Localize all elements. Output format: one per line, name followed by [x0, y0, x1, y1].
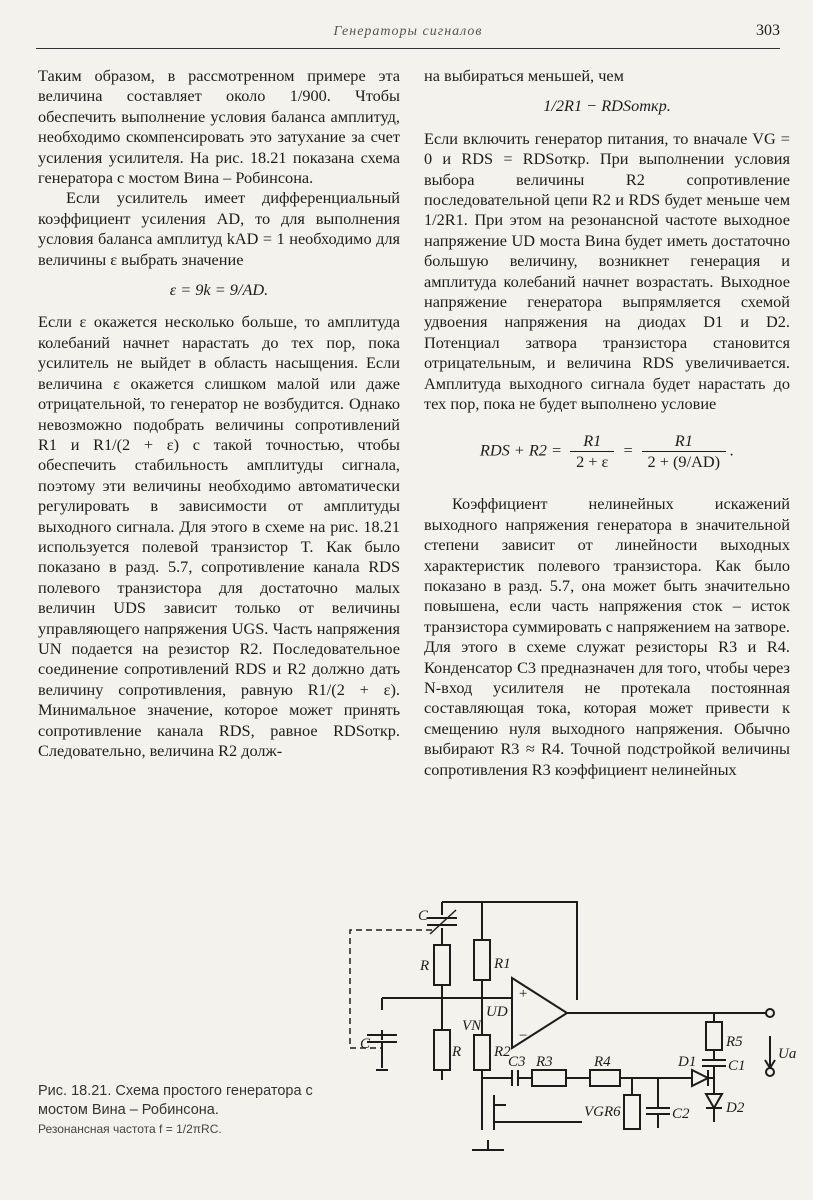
figure-caption [38, 1082, 318, 1139]
paragraph: Коэффициент нелинейных искажений выходного напряжения генератора в значительной степени зависит от линейности выходных характеристик полевого транзистора. Как было показано в разд. 5.7, она может быть значительно повышена, если часть напряжения сток – исток транзистора суммировать с напряжением на затворе. Для этого в схеме служат резисторы R3 и R4. Конденсатор C3 предназначен для того, чтобы через N-вход усилителя не протекала постоянная составляющая тока, которая может привести к смещению нуля выходного напряжения. Обычно выбирают R3 ≈ R4. Точной подстройкой величины сопротивления R3 коэффициент нелинейных [424, 494, 790, 779]
right-column [424, 66, 790, 780]
label-r-bottom: R [452, 1044, 462, 1060]
fet-transistor [482, 1095, 582, 1130]
label-minus: − [518, 1028, 529, 1044]
wire [442, 902, 577, 1000]
label-r3: R3 [536, 1054, 553, 1070]
resistor-r-bottom [434, 1030, 450, 1070]
capacitor-c1 [702, 1050, 726, 1078]
paragraph: Если усилитель имеет дифференциальный коэффициент усиления AD, то для выполнения условия баланса амплитуд kAD = 1 необходимо для величины ε выбрать значение [38, 188, 400, 269]
running-head [36, 18, 780, 49]
fraction-denominator: 2 + (9/AD) [647, 451, 721, 471]
diode-d1 [682, 1070, 714, 1086]
label-d1: D1 [678, 1054, 697, 1070]
caption-subtext: Резонансная частота f = 1/2πRC. [38, 1122, 222, 1136]
ground-terminal [766, 1068, 774, 1076]
fraction-denominator: 2 + ε [576, 451, 609, 471]
resistor-r2 [474, 1035, 490, 1070]
label-vn: VN [462, 1018, 482, 1034]
label-r5: R5 [726, 1034, 743, 1050]
capacitor-c3 [482, 1070, 532, 1086]
paragraph: Если включить генератор питания, то вначале VG = 0 и RDS = RDSоткр. При выполнении условия выбора величины R2 сопротивление последовательной цепи R2 и RDS будет меньше чем 1/2R1. При этом на резонансной частоте выходное напряжение UD моста Вина будет иметь достаточно большую величину, возникнет генерация и амплитуда колебаний начнет возрастать. Выходное напряжение генератора выпрямляется схемой удвоения напряжения на диодах D1 и D2. Потенциал затвора транзистора становится отрицательным, и величина RDS увеличивается. Амплитуда выходного сигнала будет нарастать до тех пор, пока не будет выполнено условие [424, 128, 790, 414]
label-plus: + [518, 986, 529, 1002]
paragraph: на выбираться меньшей, чем [424, 66, 624, 85]
formula: 1/2R1 − RDSоткр. [543, 96, 671, 116]
left-column [38, 66, 400, 761]
ganged-link [350, 930, 432, 1048]
output-terminal [766, 1009, 774, 1017]
label-d2: D2 [726, 1100, 745, 1116]
label-r1: R1 [494, 956, 511, 972]
capacitor-c-left [367, 1030, 397, 1070]
formula: ε = 9k = 9/AD. [169, 280, 269, 300]
capacitor-c2 [646, 1078, 670, 1128]
equals-sign: = [622, 440, 634, 460]
resistor-r4 [590, 1070, 620, 1086]
page-number: 303 [756, 22, 780, 39]
resistor-r5 [706, 1022, 722, 1050]
resistor-r1 [474, 940, 490, 980]
label-c3: C3 [508, 1054, 526, 1070]
label-c1: C1 [728, 1058, 746, 1074]
formula-lhs: RDS + R2 = [479, 440, 562, 460]
label-r-top: R [420, 958, 430, 974]
label-c-top: C [418, 908, 429, 924]
label-c2: C2 [672, 1106, 690, 1122]
label-ua: Ua [778, 1046, 797, 1062]
paragraph: Если ε окажется несколько больше, то амплитуда колебаний начнет нарастать до тех пор, пока усилитель не выйдет в область насыщения. Если величина ε окажется слишком малой или даже отрицательной, то генератор не возбудится. Однако невозможно подобрать величины сопротивлений R1 и R1/(2 + ε) с такой точностью, чтобы обеспечить стабильность амплитуды сигнала, поэтому эти величины необходимо автоматически регулировать в зависимости от амплитуды выходного сигнала. Для этого в схеме на рис. 18.21 используется полевой транзистор T. Как было показано в разд. 5.7, сопротивление канала RDS полевого транзистора для достаточно малых величин UDS зависит только от величины управляющего напряжения UGS. Часть напряжения UN подается на резистор R2. Последовательное соединение сопротивлений RDS и R2 должно дать величину сопротивления, равную R1/(2 + ε). Минимальное значение, которое может принять сопротивление канала RDS, равное RDSоткр. Следовательно, величина R2 долж- [38, 312, 400, 760]
formula-balance: RDS + R2 = $\frac{R1}{2 + \varepsilon}$ = $\frac{R1}{2 + (9/AD)}$ . [479, 430, 735, 471]
resistor-r3 [532, 1070, 566, 1086]
label-vg: VG [584, 1104, 604, 1120]
fraction-numerator: R1 [570, 431, 614, 452]
running-title: Генераторы сигналов [333, 24, 483, 39]
resistor-r6 [624, 1095, 640, 1129]
fraction-numerator: R1 [642, 431, 727, 452]
fraction [570, 431, 614, 473]
fraction [642, 431, 727, 473]
label-r4: R4 [594, 1054, 611, 1070]
paragraph: Таким образом, в рассмотренном примере эта величина составляет около 1/900. Чтобы обеспечить выполнение условия баланса амплитуд, необходимо скомпенсировать это затухание за счет усиления усилителя. На рис. 18.21 показана схема генератора с мостом Вина – Робинсона. [38, 66, 400, 188]
label-ud: UD [486, 1004, 508, 1020]
label-c-left: C [360, 1036, 371, 1052]
circuit-schematic [322, 890, 797, 1165]
label-r6: R6 [604, 1104, 621, 1120]
resistor-r-top [434, 945, 450, 985]
caption-text: Рис. 18.21. Схема простого генератора с мостом Вина – Робинсона. [38, 1083, 313, 1118]
label-r2: R2 [494, 1044, 511, 1060]
